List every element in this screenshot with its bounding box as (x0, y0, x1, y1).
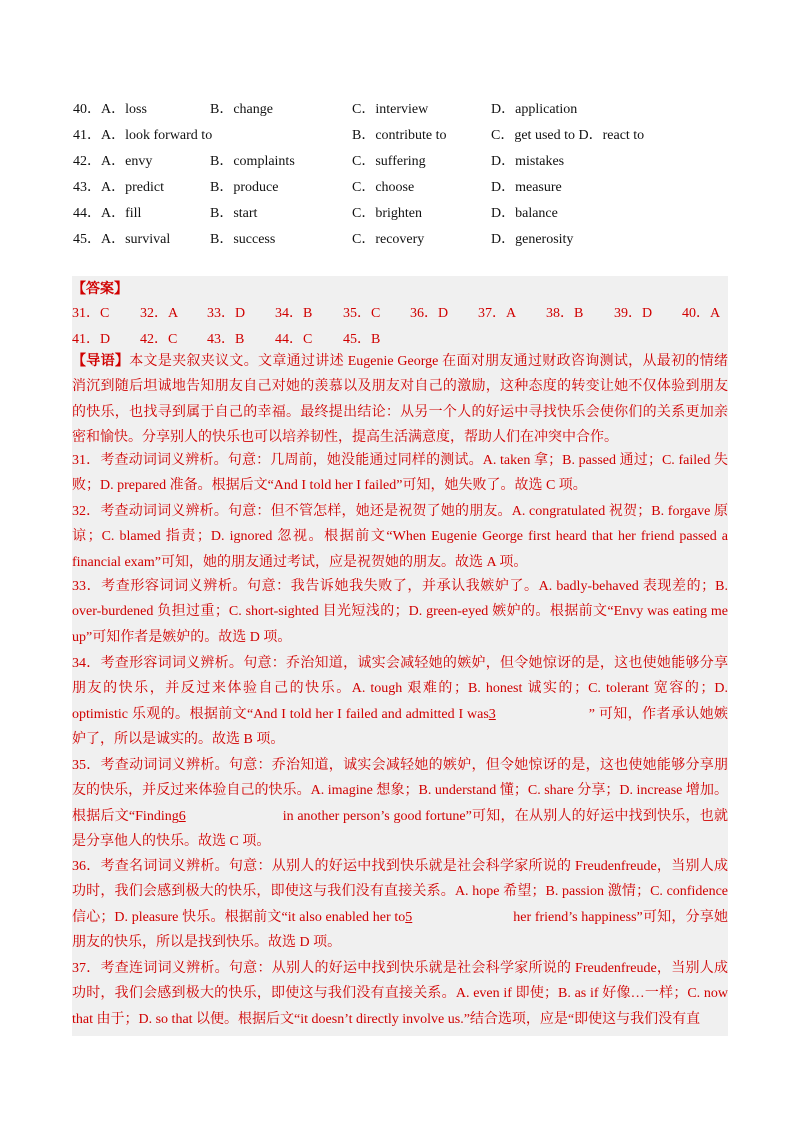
answer-key: 37．A (478, 306, 517, 321)
answer-key: 45．B (343, 332, 381, 347)
explanation-33: 33．考查形容词词义辨析。句意：我告诉她我失败了，并承认我嫉妒了。A. badly-behaved 表现差的；B. over-burdened 负担过重；C. short-sighted 目光短浅的；D. green-eyed 嫉妒的。根据前文“Envy was eating me up”可知作者是嫉妒的。故选 D 项。 (72, 579, 728, 645)
explanation-37: 37．考查连词词义辨析。句意：从别人的好运中找到快乐就是社会科学家所说的 Freudenfreude，当别人成功时，我们会感到极大的快乐，即使这与我们没有直接关系。A. even if 即使；B. as if 好像…一样；C. now that 由于；D. so that 以便。根据后文“it doesn’t directly involve us.”结合选项，应是“即使这与我们没有直 (72, 961, 728, 1027)
option-d: D．measure (491, 180, 562, 195)
explanation-34: 34．考查形容词词义辨析。句意：乔治知道，诚实会减轻她的嫉妒，但令她惊讶的是，这也使她能够分享朋友的快乐，并反过来体验自己的快乐。A. tough 艰难的；B. honest 诚实的；C. tolerant 宽容的；D. optimistic 乐观的。根据前文“And I told her I failed and admitted I was3 ” 可知，作者承认她嫉妒了，所以是诚实的。故选 B 项。 (72, 656, 728, 748)
answer-key: 33．D (207, 306, 246, 321)
blank-5: 5 (405, 909, 413, 925)
explanation-32: 32．考查动词词义辨析。句意：但不管怎样，她还是祝贺了她的朋友。A. congratulated 祝贺；B. forgave 原谅；C. blamed 指责；D. ignored 忽视。根据前文“When Eugenie George first heard that her friend passed a financial exam”可知，她的朋友通过考试，应是祝贺她的朋友。故选 A 项。 (72, 504, 728, 570)
answer-key: 43．B (207, 332, 245, 347)
option-b: B．start (210, 206, 258, 221)
answer-keys-row-2 (72, 328, 728, 350)
option-d: D．generosity (491, 232, 574, 247)
answer-key: 35．C (343, 306, 381, 321)
answer-key: 36．D (410, 306, 449, 321)
explanation-31: 31．考查动词词义辨析。句意：几周前，她没能通过同样的测试。A. taken 拿；B. passed 通过；C. failed 失败；D. prepared 准备。根据后文“And I told her I failed”可知，她失败了。故选 C 项。 (72, 453, 728, 494)
option-row-43 (73, 173, 733, 199)
blank-6: 6 (178, 808, 186, 824)
option-d: C．get used to D．react to (491, 128, 645, 143)
answer-key: 32．A (140, 306, 179, 321)
option-b: B．complaints (210, 154, 295, 169)
option-b: B．produce (210, 180, 279, 195)
option-a: 41．A．look forward to (73, 128, 213, 143)
option-a: 42．A．envy (73, 154, 153, 169)
option-c: B．contribute to (352, 128, 447, 143)
answer-key: 38．B (546, 306, 584, 321)
option-c: C．interview (352, 102, 429, 117)
answer-section (72, 276, 728, 1036)
option-a: 43．A．predict (73, 180, 164, 195)
answer-key: 40．A (682, 306, 721, 321)
option-d: D．balance (491, 206, 558, 221)
blank-3: 3 (488, 706, 496, 722)
answer-key: 44．C (275, 332, 313, 347)
option-c: C．choose (352, 180, 415, 195)
option-d: D．application (491, 102, 578, 117)
answer-key: 34．B (275, 306, 313, 321)
option-a: 45．A．survival (73, 232, 171, 247)
intro-label: 【导语】 (72, 354, 130, 369)
answer-header: 【答案】 (72, 282, 128, 297)
options-table (73, 95, 733, 251)
answer-key: 42．C (140, 332, 178, 347)
option-row-44 (73, 199, 733, 225)
option-c: C．suffering (352, 154, 426, 169)
option-d: D．mistakes (491, 154, 565, 169)
option-row-41 (73, 121, 733, 147)
option-c: C．recovery (352, 232, 425, 247)
option-b: B．success (210, 232, 276, 247)
option-row-40 (73, 95, 733, 121)
answer-key: 41．D (72, 332, 111, 347)
answer-key: 39．D (614, 306, 653, 321)
option-row-45 (73, 225, 733, 251)
explanation-36: 36．考查名词词义辨析。句意：从别人的好运中找到快乐就是社会科学家所说的 Freudenfreude，当别人成功时，我们会感到极大的快乐，即使这与我们没有直接关系。A. hope 希望；B. passion 激情；C. confidence 信心；D. pleasure 快乐。根据前文“it also enabled her to5 her friend’s happiness”可知，分享她朋友的快乐，所以是找到快乐。故选 D 项。 (72, 859, 728, 951)
option-a: 44．A．fill (73, 206, 142, 221)
explanation-35: 35．考查动词词义辨析。句意：乔治知道，诚实会减轻她的嫉妒，但令她惊讶的是，这也使她能够分享朋友的快乐，并反过来体验自己的快乐。A. imagine 想象；B. understand 懂；C. share 分享；D. increase 增加。根据后文“Finding6 in another person’s good fortune”可知，在从别人的好运中找到快乐，也就是分享他人的快乐。故选 C 项。 (72, 758, 728, 850)
option-a: 40．A．loss (73, 102, 147, 117)
option-b: B．change (210, 102, 273, 117)
option-c: C．brighten (352, 206, 422, 221)
answer-keys-row-1 (72, 302, 728, 324)
intro-paragraph (72, 349, 728, 451)
option-row-42 (73, 147, 733, 173)
intro-text: 本文是夹叙夹议文。文章通过讲述 Eugenie George 在面对朋友通过财政咨询测试，从最初的情绪消沉到随后坦诚地告知朋友自己对她的羡慕以及朋友对自己的激励，这种态度的转变让她不仅体验到朋友的快乐，也找寻到属于自己的幸福。最终提出结论：从另一个人的好运中寻找快乐会使你们的关系更加亲密和愉快。分享别人的快乐也可以培养韧性，提高生活满意度，帮助人们在冲突中合作。 (72, 354, 728, 446)
answer-key: 31．C (72, 306, 110, 321)
